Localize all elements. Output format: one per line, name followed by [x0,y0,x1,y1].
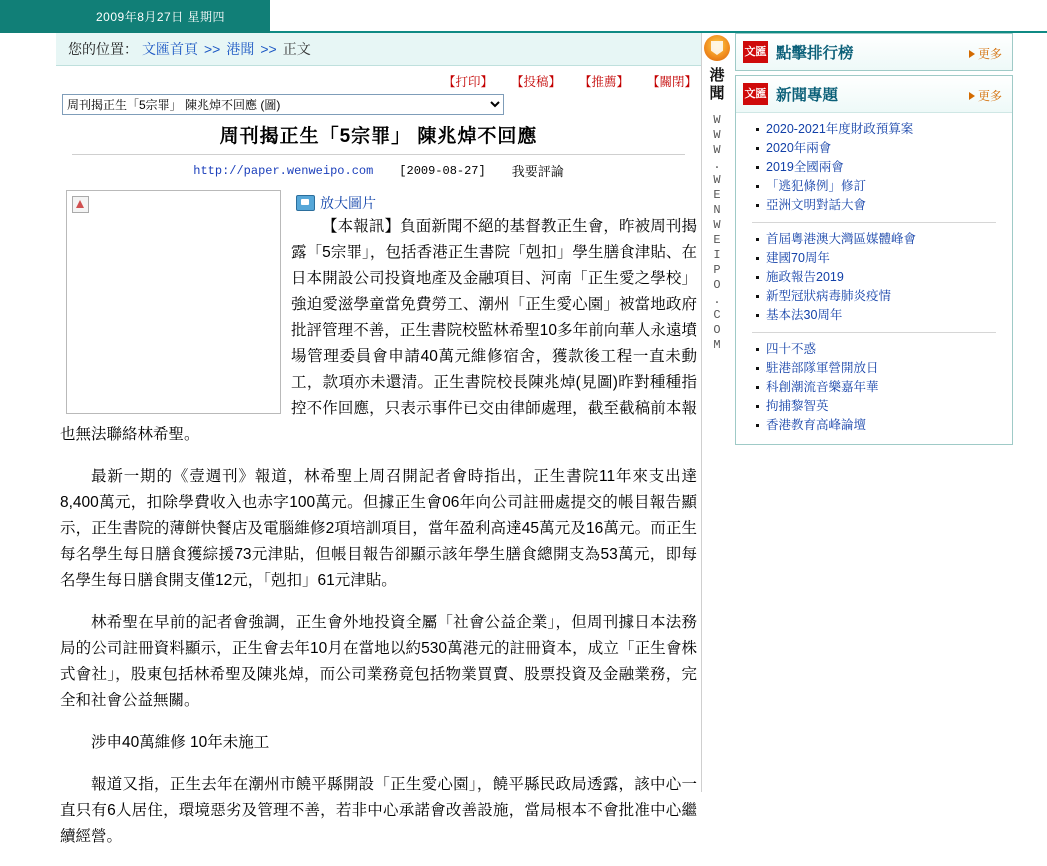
topic-link[interactable]: 「逃犯條例」修訂 [766,179,867,193]
list-item[interactable] [756,378,1010,397]
topic-link[interactable]: 四十不惑 [766,342,817,356]
article-column [56,33,701,866]
breadcrumb-label: 您的位置： [68,41,138,57]
article-select-wrapper [56,94,701,115]
topic-link[interactable]: 建國70周年 [766,251,830,265]
breadcrumb-current: 正文 [282,41,311,57]
recommend-button[interactable]: 【推薦】 [578,75,629,89]
site-logo-icon [704,35,730,61]
news-topic-more-link[interactable] [969,87,1002,104]
arrow-right-icon [969,92,975,100]
side-section-label: 港聞 [709,67,725,102]
topic-group-1 [738,120,1010,215]
top-bar [0,0,1047,33]
right-column [735,33,1013,449]
list-item[interactable] [756,158,1010,177]
column-divider [701,33,702,792]
article-toolbar [56,66,701,94]
list-item[interactable] [756,287,1010,306]
topic-link[interactable]: 駐港部隊軍營開放日 [766,361,879,375]
list-item[interactable] [756,230,1010,249]
list-item[interactable] [756,196,1010,215]
click-ranking-title: 點擊排行榜 [776,45,854,62]
list-item[interactable] [756,139,1010,158]
list-item[interactable] [756,120,1010,139]
broken-image-icon [72,196,89,213]
breadcrumb-separator-1: >> [204,41,221,57]
close-button[interactable]: 【關閉】 [646,75,697,89]
article-body [56,182,701,850]
topic-link[interactable]: 亞洲文明對話大會 [766,198,867,212]
list-item[interactable] [756,268,1010,287]
news-topic-body [736,113,1012,444]
article-subheading: 涉申40萬維修 10年未施工 [91,734,270,751]
list-item[interactable] [756,177,1010,196]
breadcrumb-home-link[interactable]: 文匯首頁 [142,41,198,57]
list-item[interactable] [756,306,1010,325]
click-ranking-panel [735,33,1013,71]
click-ranking-more-link[interactable] [969,45,1002,62]
wenwei-badge-icon: 文匯 [743,41,768,63]
topic-group-divider [752,332,996,333]
article-meta [56,155,701,182]
topic-link[interactable]: 2019全國兩會 [766,160,844,174]
publish-date: [2009-08-27] [399,163,486,178]
breadcrumb-separator-2: >> [260,41,277,57]
list-item[interactable] [756,397,1010,416]
topic-link[interactable]: 首屆粵港澳大灣區媒體峰會 [766,232,917,246]
topic-link[interactable]: 基本法30周年 [766,308,843,322]
print-button[interactable]: 【打印】 [442,75,493,89]
article-paragraph: 報道又指，正生去年在潮州市饒平縣開設「正生愛心園」，饒平縣民政局透露，該中心一直只有6人居住，環境惡劣及管理不善，若非中心承諾會改善設施，當局根本不會批准中心繼續經營。 [60,776,697,845]
topic-link[interactable]: 2020年兩會 [766,141,832,155]
side-site-url: WWW.WENWEIPO.COM [710,113,724,353]
topic-group-divider [752,222,996,223]
breadcrumb [56,33,701,66]
comment-link[interactable]: 我要評論 [511,164,564,179]
topic-link[interactable]: 拘捕黎智英 [766,399,829,413]
enlarge-photo-link[interactable] [296,190,376,216]
list-item[interactable] [756,359,1010,378]
article-select[interactable] [62,94,504,115]
list-item[interactable] [756,249,1010,268]
news-topic-header [736,76,1012,113]
news-topic-more-label: 更多 [977,89,1002,103]
list-item[interactable] [756,416,1010,435]
article-paragraph: 最新一期的《壹週刊》報道，林希聖上周召開記者會時指出，正生書院11年來支出達8,400萬元，扣除學費收入也赤字100萬元。但據正生會06年向公司註冊處提交的帳目報告顯示，正生書院的薄餅快餐店及電腦維修2項培訓項目，當年盈利高達45萬元及16萬元。而正生每名學生每日膳食獲綜援73元津貼，但帳目報告卻顯示該年學生膳食總開支為53萬元，即每名學生每日膳食開支僅12元，「剋扣」61元津貼。 [60,468,697,589]
topic-group-2 [738,230,1010,325]
topic-link[interactable]: 香港教育高峰論壇 [766,418,867,432]
current-date: 2009年8月27日 星期四 [96,10,226,24]
news-topic-panel [735,75,1013,445]
click-ranking-header [736,34,1012,70]
topic-link[interactable]: 施政報告2019 [766,270,844,284]
news-topic-title: 新聞專題 [776,87,839,104]
topic-link[interactable]: 新型冠狀病毒肺炎疫情 [766,289,892,303]
article-photo-block [66,190,281,414]
side-strip [703,33,731,413]
article-paragraph: 【本報訊】負面新聞不絕的基督教正生會，昨被周刊揭露「5宗罪」，包括香港正生書院「剋扣」學生膳食津貼、在日本開設公司投資地產及金融項目、河南「正生愛之學校」強迫愛滋學童當免費勞工、潮州「正生愛心園」被當地政府批評管理不善，正生書院校監林希聖10多年前向華人永遠墳場管理委員會申請40萬元維修宿舍，獲款後工程一直未動工，款項亦未還清。正生書院校長陳兆焯(見圖)昨對種種指控不作回應，只表示事件已交由律師處理，截至截稿前本報也無法聯絡林希聖。 [60,218,697,443]
submit-button[interactable]: 【投稿】 [510,75,561,89]
wenwei-badge-icon: 文匯 [743,83,768,105]
arrow-right-icon [969,50,975,58]
list-item[interactable] [756,340,1010,359]
article-paragraph: 林希聖在早前的記者會強調，正生會外地投資全屬「社會公益企業」，但周刊據日本法務局的公司註冊資料顯示，正生會去年10月在當地以約530萬港元的註冊資本，成立「正生會株式會社」，股東包括林希聖及陳兆焯，而公司業務竟包括物業買賣、股票投資及金融業務，完全和社會公益無關。 [60,614,697,709]
magnifier-icon [296,195,315,211]
page-title: 周刊揭正生「5宗罪」 陳兆焯不回應 [219,126,538,147]
article-photo [66,190,281,414]
enlarge-photo-label: 放大圖片 [320,195,376,211]
topic-group-3 [738,340,1010,435]
topic-link[interactable]: 科創潮流音樂嘉年華 [766,380,879,394]
breadcrumb-section-link[interactable]: 港聞 [226,41,255,57]
click-ranking-more-label: 更多 [977,47,1002,61]
topic-link[interactable]: 2020-2021年度財政預算案 [766,122,914,136]
source-url[interactable]: http://paper.wenweipo.com [193,163,374,178]
